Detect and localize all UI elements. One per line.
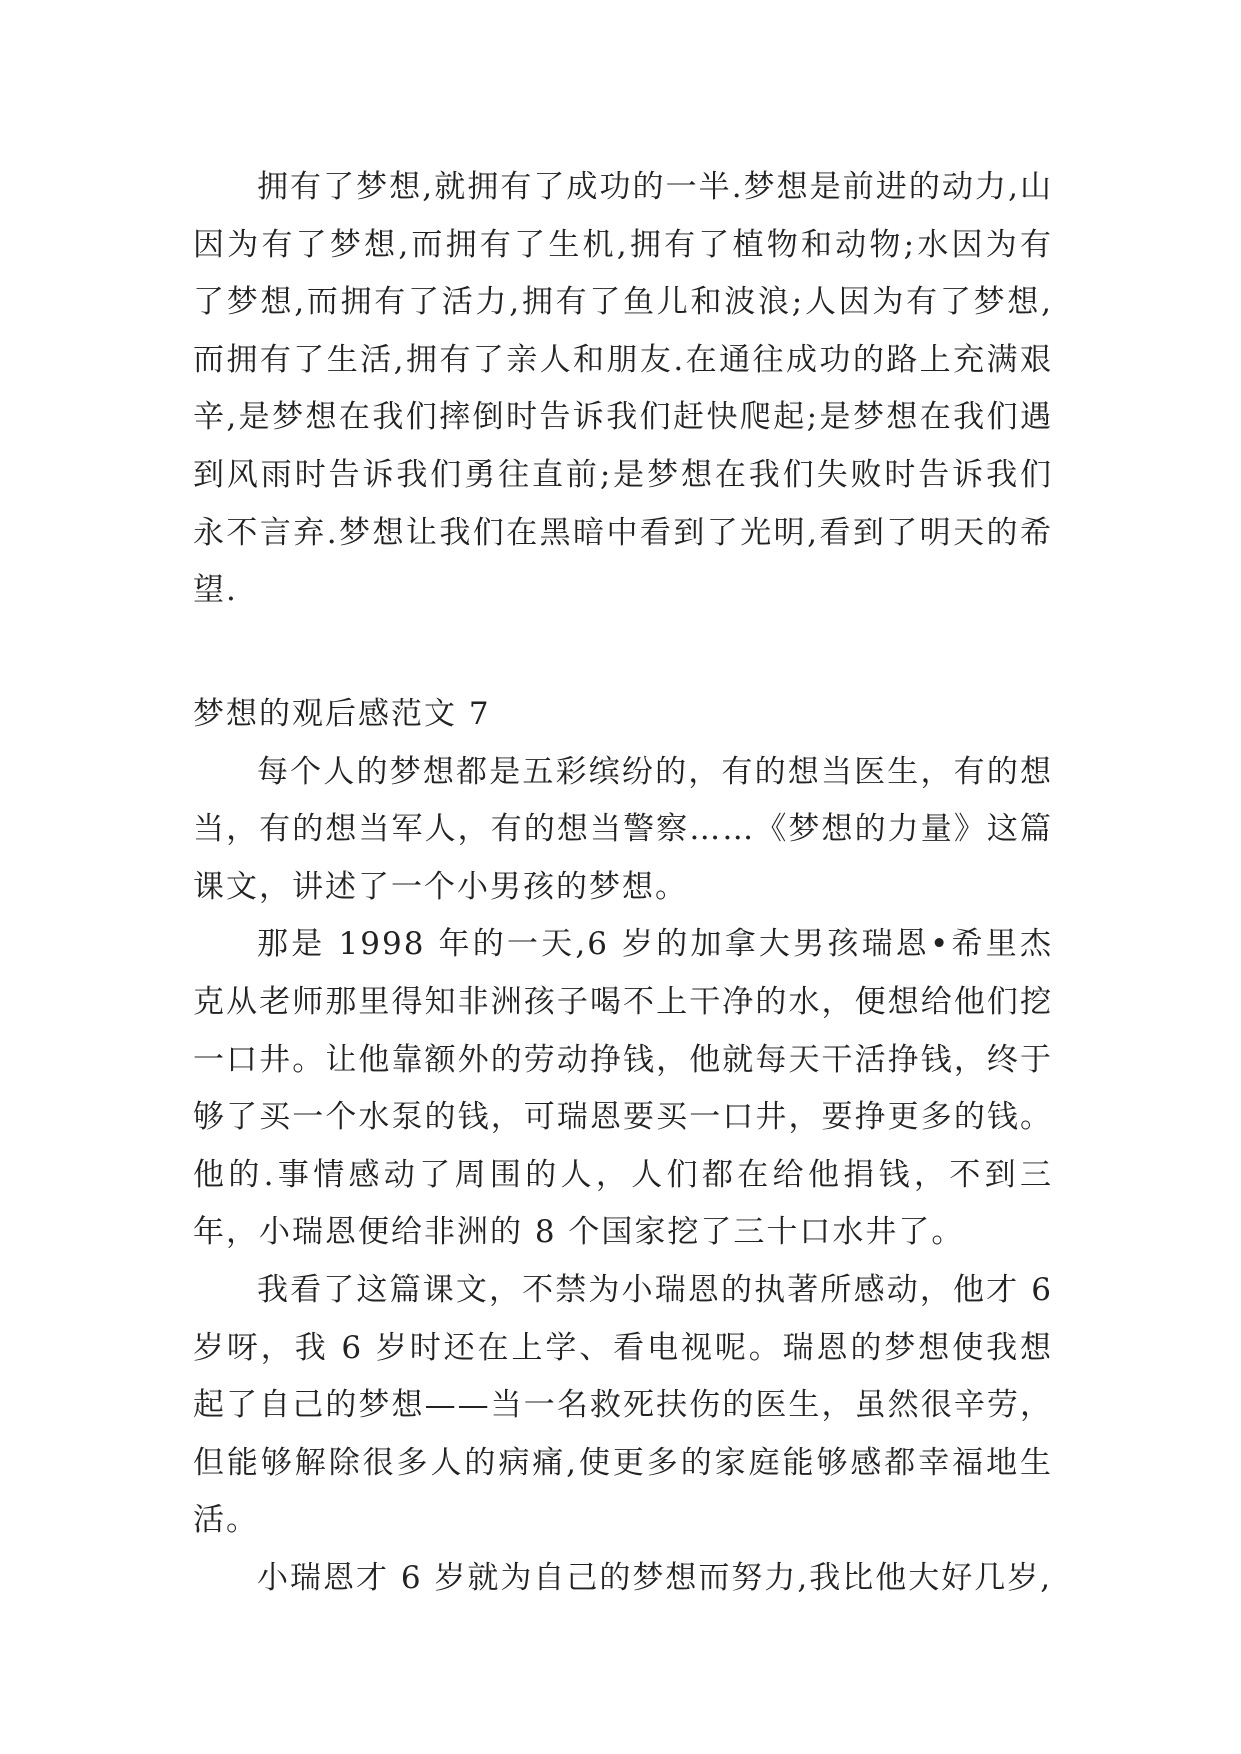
paragraph-ryan-story: 那是 1998 年的一天,6 岁的加拿大男孩瑞恩•希里杰克从老师那里得知非洲孩子喝不上干净的水，便想给他们挖一口井。让他靠额外的劳动挣钱，他就每天干活挣钱，终于够了买一个水泵的钱，可瑞恩要买一口井，要挣更多的钱。他的.事情感动了周围的人，人们都在给他捐钱，不到三年，小瑞恩便给非洲的 8 个国家挖了三十口水井了。 [193,926,1053,1251]
intro-text-block [193,159,1053,620]
paragraph-comparison: 小瑞恩才 6 岁就为自己的梦想而努力,我比他大好几岁, [257,1559,1053,1596]
essay-section [193,686,1053,1608]
paragraph-dream-importance: 拥有了梦想,就拥有了成功的一半.梦想是前进的动力,山因为有了梦想,而拥有了生机,拥有了植物和动物;水因为有了梦想,而拥有了活力,拥有了鱼儿和波浪;人因为有了梦想,而拥有了生活,拥有了亲人和朋友.在通往成功的路上充满艰辛,是梦想在我们摔倒时告诉我们赶快爬起;是梦想在我们遇到风雨时告诉我们勇往直前;是梦想在我们失败时告诉我们永不言弃.梦想让我们在黑暗中看到了光明,看到了明天的希望. [193,169,1053,609]
paragraph-dreams-colorful: 每个人的梦想都是五彩缤纷的，有的想当医生，有的想当，有的想当军人，有的想当警察……《梦想的力量》这篇课文，讲述了一个小男孩的梦想。 [193,753,1053,905]
section-title: 梦想的观后感范文 7 [193,696,491,732]
paragraph-reflection: 我看了这篇课文，不禁为小瑞恩的执著所感动，他才 6 岁呀，我 6 岁时还在上学、看电视呢。瑞恩的梦想使我想起了自己的梦想——当一名救死扶伤的医生，虽然很辛劳，但能够解除很多人的病痛,使更多的家庭能够感都幸福地生活。 [193,1271,1053,1539]
